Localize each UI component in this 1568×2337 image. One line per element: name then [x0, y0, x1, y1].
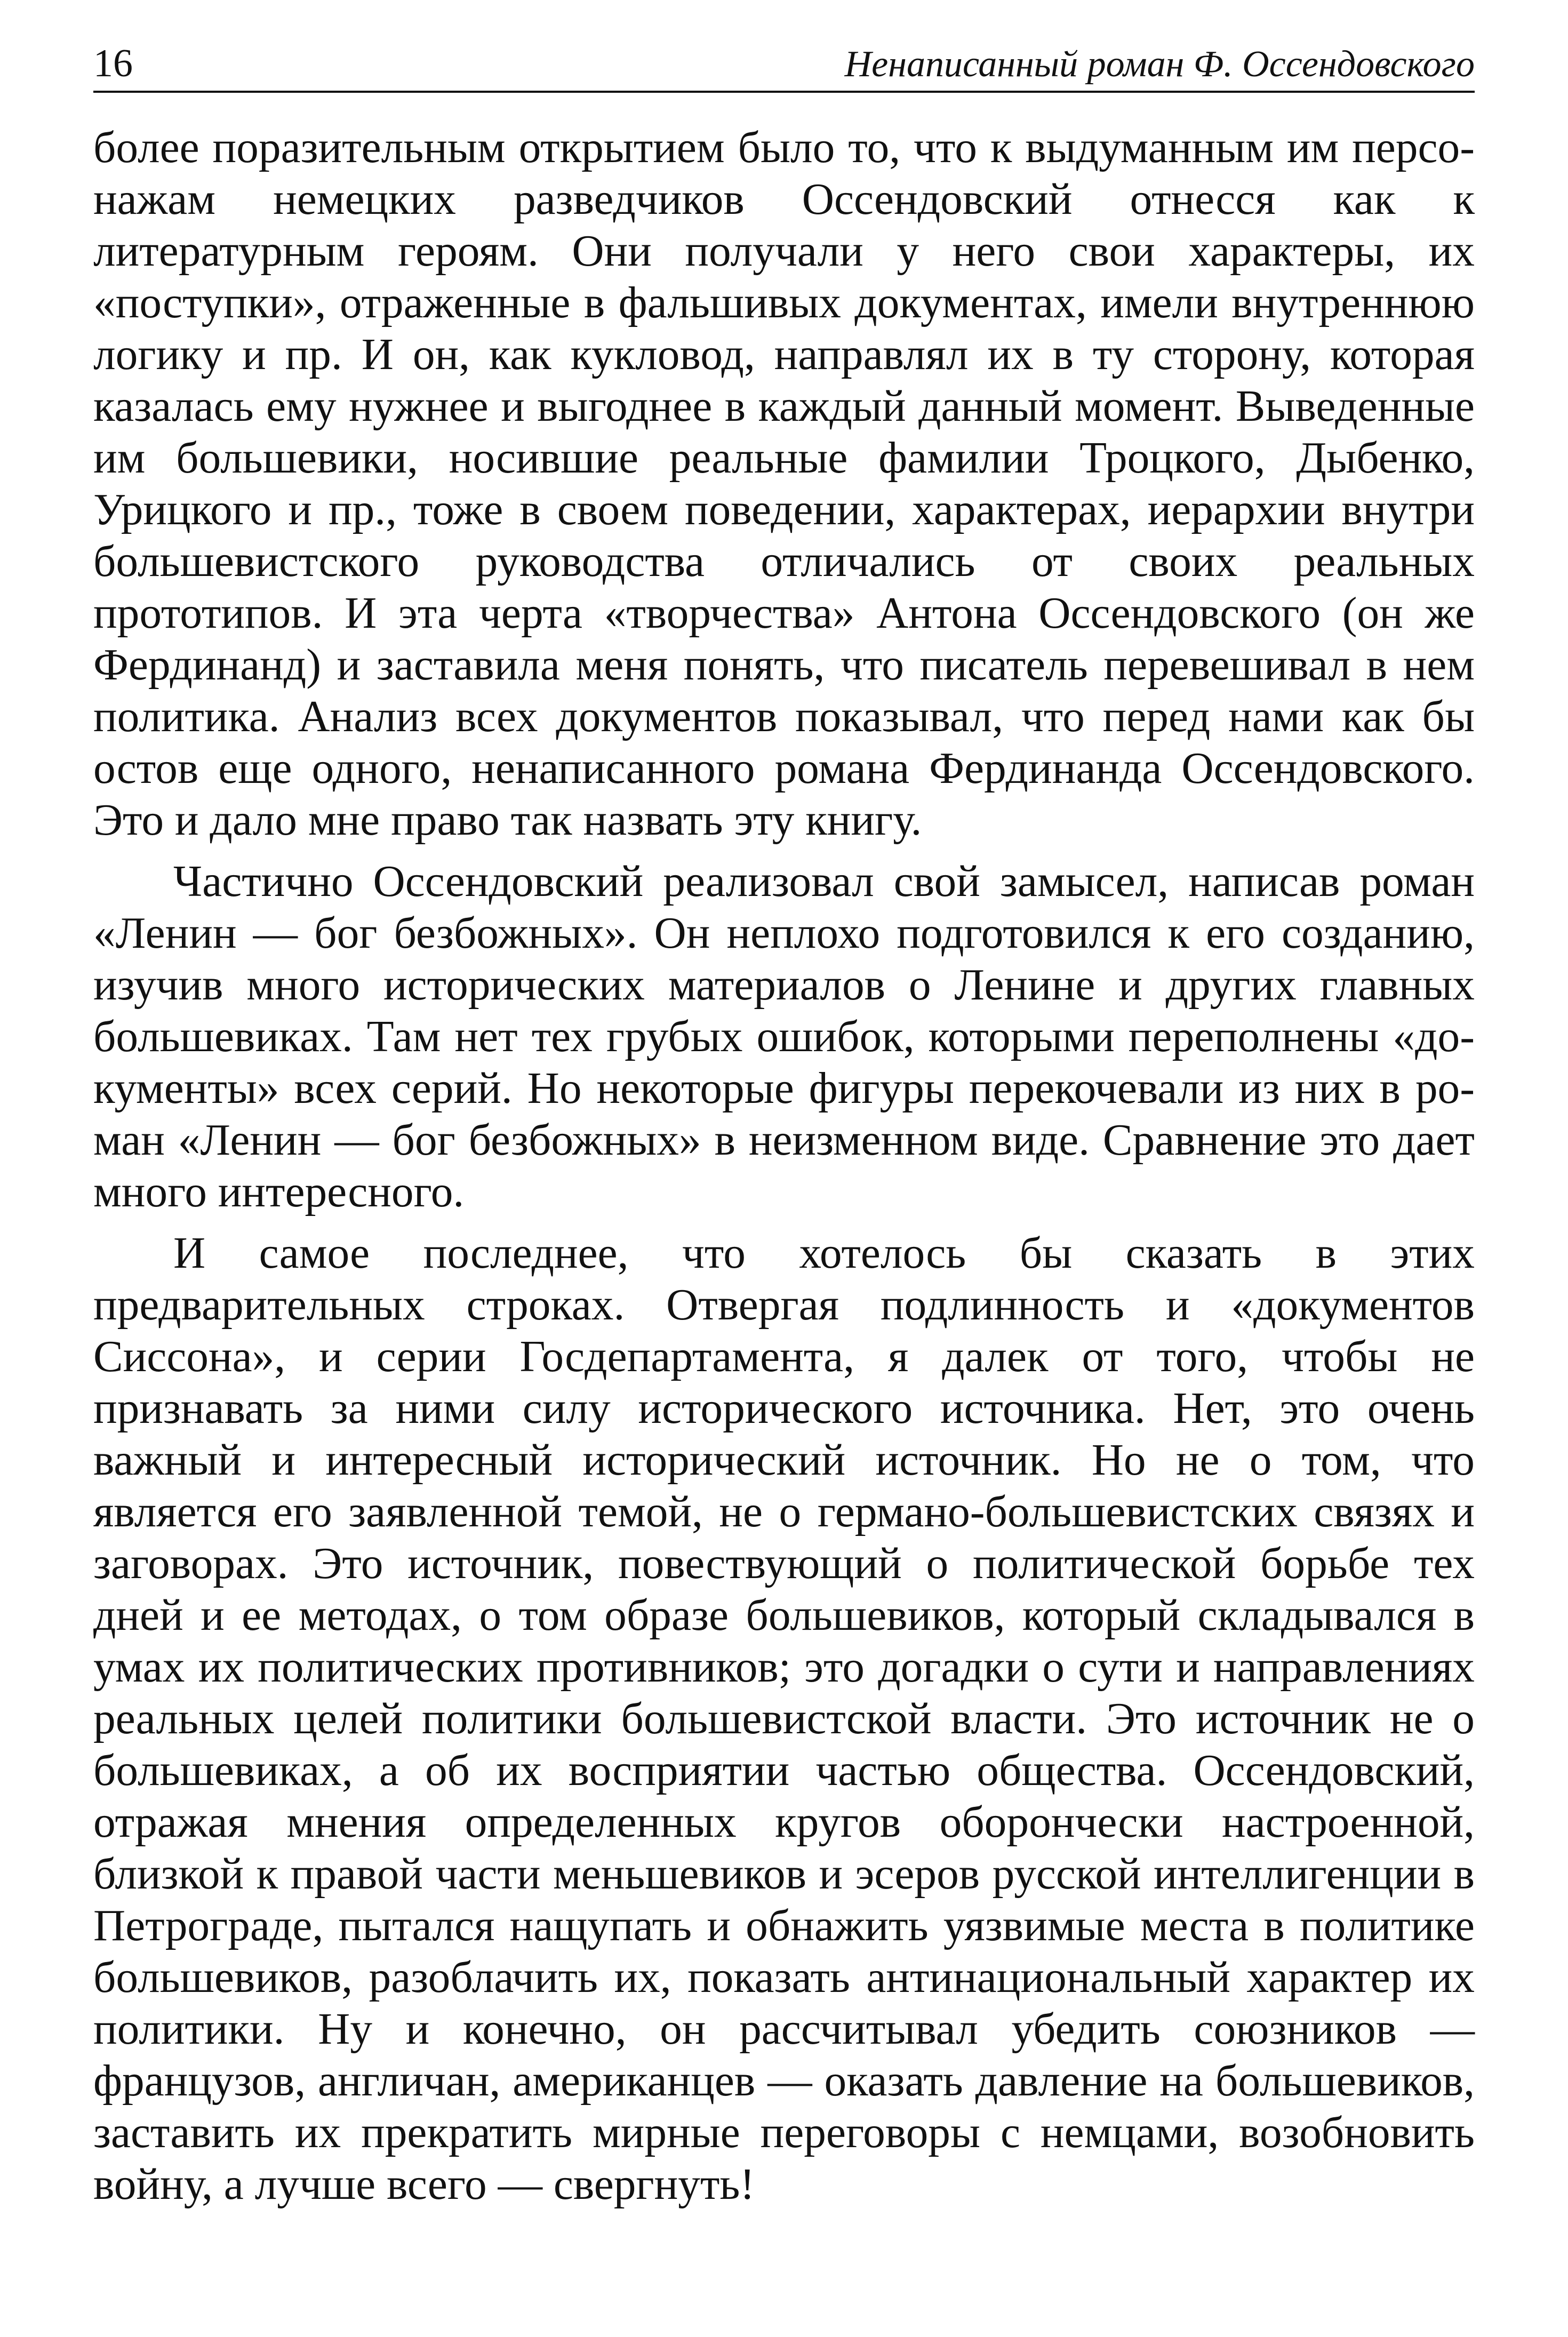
paragraph-historical-source: И самое последнее, что хотелось бы сказать в этих предварительных строках. Отвергая подлинность и «документов Сиссона», и серии Госдепартамента, я далек от того, чтобы не признавать за ними силу исторического источника. Нет, это очень важный и интересный исторический источник. Но не о том, что является его заявленной темой, не о германо-большевистских связях и заговорах. Это источник, повествующий о политической борьбе тех дней и ее методах, о том образе большевиков, который складывался в умах их политических противников; это догадки о сути и направлениях реальных целей политики большевистской власти. Это источник не о большевиках, а об их восприятии частью общества. Оссендовский, отражая мнения определенных кругов оборончески настроенной, близкой к правой части меньшевиков и эсеров русской интеллигенции в Петрограде, пытался нащупать и обнажить уязвимые места в политике большевиков, разоблачить их, показать антинациональный характер их политики. Ну и конечно, он рассчитывал убедить союзников — французов, англичан, американцев — оказать давление на большевиков, заставить их прекратить мирные переговоры с немцами, возобновить войну, а лучше всего — свергнуть! — [93, 1229, 1475, 2209]
running-title: Ненаписанный роман Ф. Оссендовского — [844, 44, 1475, 85]
paragraph-continued: более поразительным открытием было то, что к выдуманным им персонажам немецких разведчиков Оссендовский отнесся как к литературным героям. Они получали у него свои характеры, их «поступки», отраженные в фальшивых документах, имели внутреннюю логику и пр. И он, как кукловод, направлял их в ту сторону, которая казалась ему нужнее и выгоднее в каждый данный момент. Выведенные им большевики, носившие реальные фамилии Троцкого, Дыбенко, Урицкого и пр., тоже в своем поведении, характерах, иерархии внутри большевистского руководства отличались от своих реальных прототипов. И эта черта «творчества» Антона Оссендовского (он же Фердинанд) и заставила меня понять, что писатель перевешивал в нем политика. Анализ всех документов показывал, что перед нами как бы остов еще одного, ненаписанного романа Фердинанда Оссендовского. Это и дало мне право так назвать эту книгу. — [93, 123, 1475, 845]
page-number: 16 — [93, 42, 133, 85]
body-text — [93, 122, 1475, 2211]
book-page — [93, 21, 1475, 2315]
paragraph-lenin-novel: Частично Оссендовский реализовал свой замысел, написав роман «Ленин — бог безбожных». Он неплохо подготовился к его созданию, изучив много исторических материалов о Ленине и других главных большевиках. Там нет тех грубых ошибок, которыми переполнены «документы» всех серий. Но некоторые фигуры перекочевали из них в роман «Ленин — бог безбожных» в неизменном виде. Сравнение это дает много интересного. — [93, 857, 1475, 1216]
running-head — [93, 21, 1475, 93]
